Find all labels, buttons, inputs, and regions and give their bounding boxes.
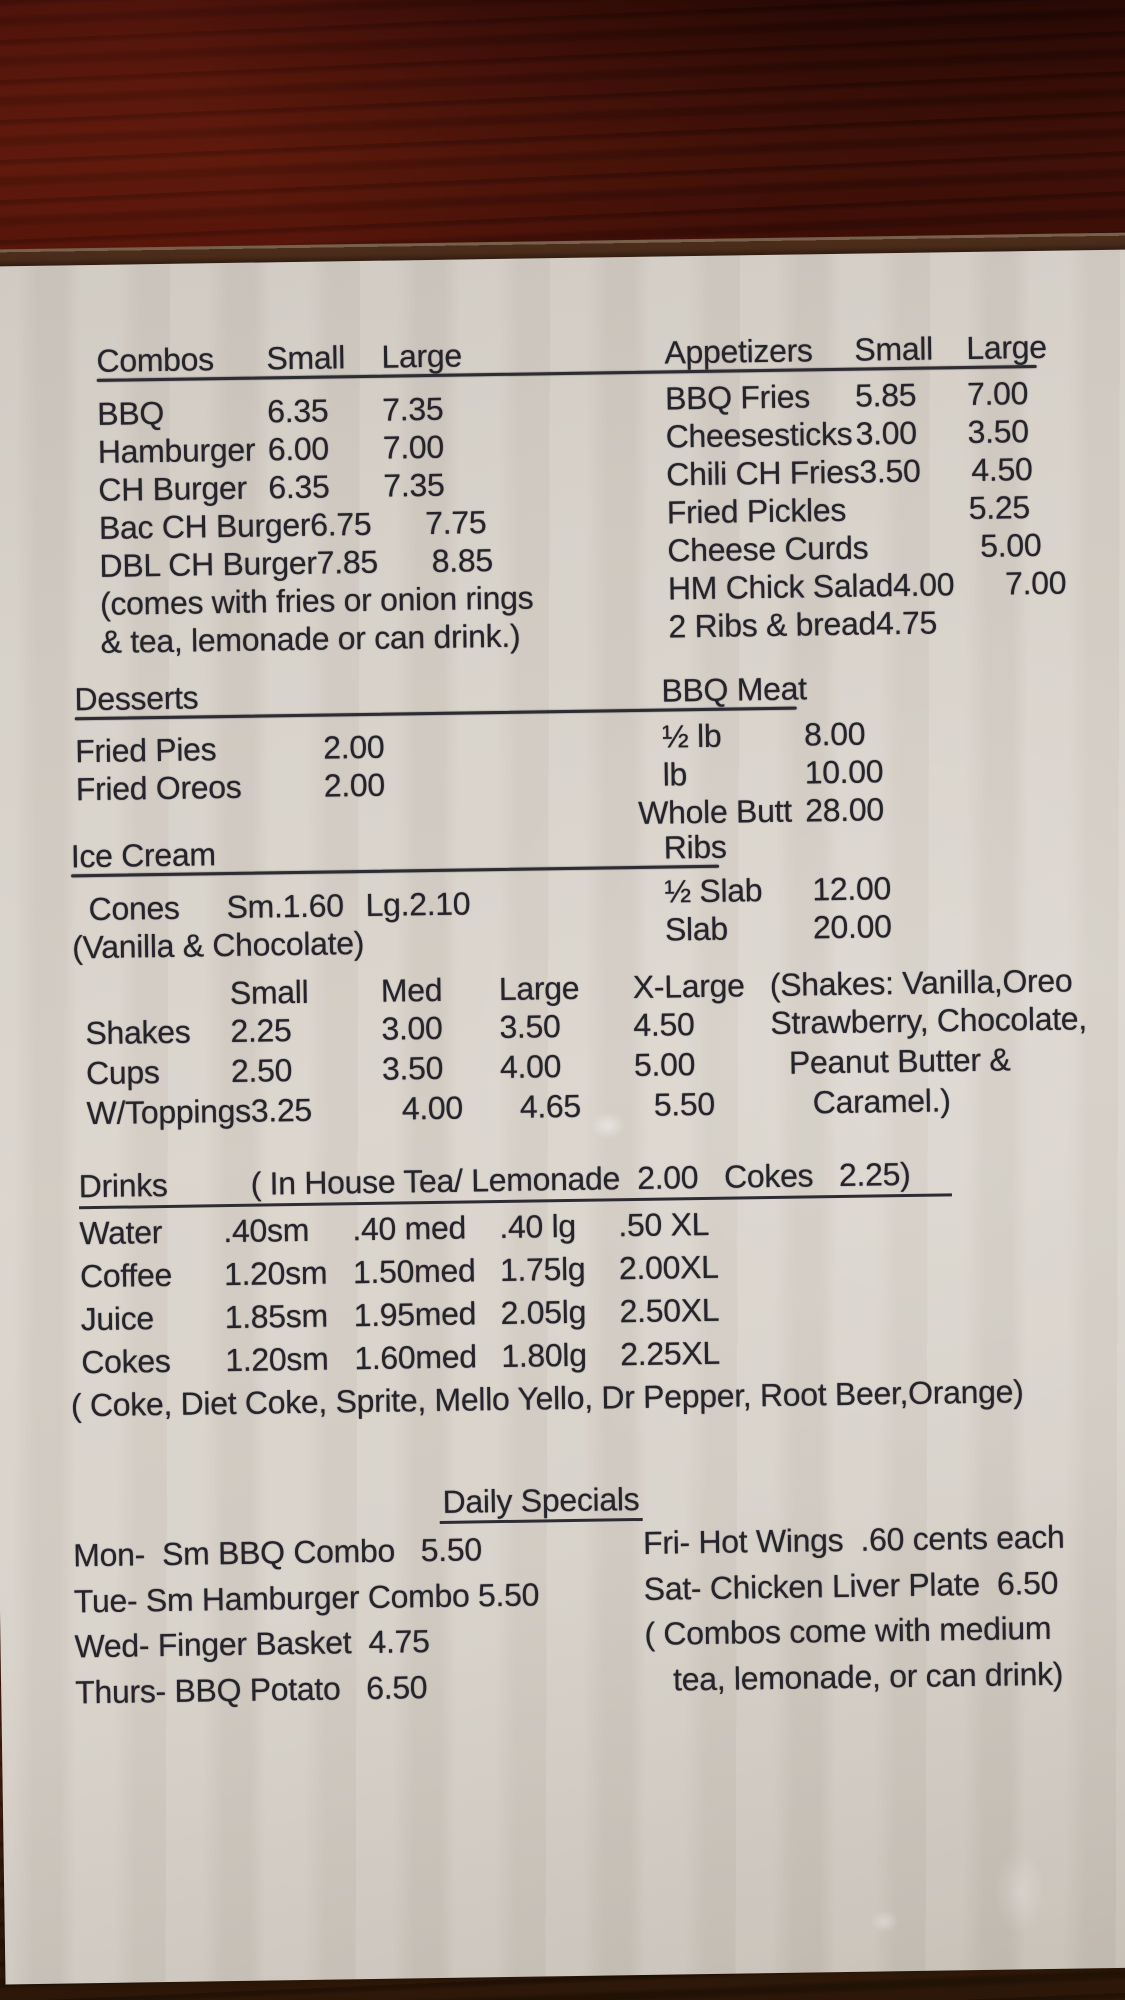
menu-item-row [98, 465, 532, 509]
item-price-large: 7.75 [424, 504, 487, 542]
item-name: BBQ [96, 394, 165, 432]
section-title: Desserts [74, 679, 199, 718]
price-xlarge: 2.00XL [618, 1248, 719, 1287]
item-name: 2 Ribs & bread [668, 605, 877, 645]
menu-paper [0, 249, 1125, 1984]
item-name: DBL CH Burger [99, 544, 317, 584]
column-header-xlarge: X-Large [632, 967, 745, 1006]
price-med: 4.00 [401, 1089, 464, 1127]
special-note: tea, lemonade, or can drink) [672, 1655, 1064, 1698]
ice-cream-note: (Vanilla & Chocolate) [71, 925, 365, 966]
daily-specials-left [73, 1531, 541, 1720]
price-large: 3.50 [499, 1008, 561, 1046]
price-large: 4.65 [519, 1087, 582, 1125]
price-med: 3.00 [381, 1009, 443, 1047]
price-large: 2.05lg [500, 1293, 587, 1332]
menu-content [0, 249, 1125, 1984]
column-header-small: Small [854, 330, 934, 368]
item-name: HM Chick Salad [667, 567, 894, 607]
flavors-note: Strawberry, Chocolate, [770, 1000, 1088, 1041]
item-name: Juice [80, 1300, 155, 1338]
drinks-header [78, 1155, 952, 1209]
special-item: Fri- Hot Wings .60 cents each [642, 1518, 1065, 1561]
item-name: CH Burger [98, 469, 248, 508]
appetizers-header [664, 329, 1063, 373]
column-header-small: Small [266, 339, 346, 377]
price-med: 3.50 [381, 1049, 444, 1087]
price-small: 1.85sm [224, 1297, 329, 1336]
section-title: Ribs [663, 828, 727, 866]
section-title: BBQ Meat [661, 670, 807, 709]
item-price-large: 5.25 [968, 489, 1031, 526]
price-large: .40 lg [499, 1207, 577, 1246]
column-header-large: Large [498, 969, 580, 1008]
menu-item-row [662, 753, 883, 794]
combos-header [96, 336, 530, 380]
item-name: Cheesesticks [665, 415, 853, 455]
section-appetizers [664, 329, 1067, 647]
flavors-note: Caramel.) [812, 1082, 951, 1121]
section-title: Combos [96, 341, 215, 379]
item-price-small: 3.50 [859, 452, 921, 490]
item-name: Whole Butt [637, 792, 793, 831]
item-price-large: 7.00 [966, 375, 1029, 413]
item-name: Cones [88, 889, 180, 928]
item-name: ½ Slab [664, 872, 763, 910]
item-name: Fried Pickles [666, 491, 847, 531]
daily-specials-right [643, 1519, 1067, 1707]
item-price-large: 5.00 [980, 526, 1042, 564]
header-spacer [85, 975, 230, 977]
section-title: Appetizers [664, 332, 813, 371]
drinks-header-note: ( In House Tea/ Lemonade 2.00 Cokes 2.25) [250, 1155, 911, 1202]
item-price-large: Lg.2.10 [365, 885, 471, 923]
price-med: 1.50med [352, 1252, 476, 1291]
price-xlarge: 2.25XL [620, 1334, 721, 1373]
menu-item-row [668, 603, 1067, 647]
menu-item-row [665, 375, 1064, 419]
price-small: .40sm [223, 1211, 310, 1250]
menu-item-row [665, 413, 1064, 457]
item-price-small: 6.35 [266, 392, 329, 430]
menu-item-row [664, 870, 891, 911]
section-title: Daily Specials [439, 1481, 642, 1524]
item-price-small: 3.00 [855, 414, 917, 452]
item-name: Bac CH Burger [98, 506, 311, 546]
combos-note: (comes with fries or onion rings [99, 579, 534, 622]
item-name: Slab [664, 910, 729, 948]
item-price-small: 6.75 [309, 505, 372, 543]
item-price-small: 6.00 [267, 430, 330, 468]
price-xlarge: 4.50 [633, 1006, 695, 1044]
menu-item-row [76, 767, 386, 810]
item-price: 12.00 [812, 870, 892, 908]
item-name: Hamburger [97, 431, 256, 470]
combos-note: & tea, lemonade or can drink.) [100, 617, 521, 660]
section-ribs [663, 826, 891, 949]
item-name: Fried Pies [74, 731, 217, 770]
menu-item-row [88, 885, 470, 929]
item-price-large: 8.85 [431, 542, 494, 579]
item-price-large: 7.00 [1004, 564, 1067, 602]
price-small: 2.50 [230, 1052, 293, 1090]
item-name: lb [662, 756, 688, 793]
menu-item-row [98, 427, 532, 471]
item-price-small: 6.35 [268, 468, 330, 506]
item-name: Cups [85, 1054, 160, 1092]
item-price-small: 7.85 [316, 543, 379, 581]
price-small: 3.25 [250, 1091, 313, 1129]
section-title: Ice Cream [70, 836, 216, 875]
item-price: 28.00 [804, 791, 885, 829]
item-name: Fried Oreos [75, 768, 242, 808]
price-xlarge: 5.00 [633, 1046, 696, 1084]
item-price-large: 7.35 [381, 390, 444, 428]
price-xlarge: 2.50XL [619, 1291, 720, 1330]
section-title: Drinks [78, 1166, 168, 1205]
item-price-small: 5.85 [854, 376, 917, 414]
item-price-small: Sm.1.60 [226, 887, 344, 926]
section-desserts [74, 677, 385, 810]
menu-item-row [75, 729, 385, 772]
price-xlarge: .50 XL [618, 1205, 710, 1244]
item-name: Coffee [79, 1256, 173, 1295]
section-bbq-meat [637, 669, 885, 832]
item-name: Water [79, 1214, 163, 1252]
price-small: 2.25 [230, 1012, 292, 1050]
price-large: 1.80lg [501, 1336, 587, 1375]
price-small: 1.20sm [225, 1340, 329, 1379]
item-price-large: 4.50 [971, 451, 1033, 488]
item-price-large: 7.00 [382, 428, 445, 466]
menu-item-row [665, 908, 892, 949]
item-price: 2.00 [323, 766, 386, 804]
price-med: 1.95med [353, 1295, 477, 1334]
flavors-note: (Shakes: Vanilla,Oreo [769, 962, 1073, 1004]
menu-item-row [666, 451, 1065, 495]
menu-item-row [662, 715, 883, 756]
item-price-small: 4.75 [875, 604, 938, 642]
section-ice-cream [71, 832, 472, 967]
price-small: 1.20sm [223, 1254, 328, 1293]
item-name: BBQ Fries [664, 378, 811, 417]
item-name: Cokes [81, 1342, 171, 1381]
item-price: 10.00 [804, 753, 884, 791]
price-large: 1.75lg [499, 1250, 586, 1289]
item-name: Cheese Curds [667, 529, 869, 569]
price-xlarge: 5.50 [653, 1085, 716, 1123]
column-header-large: Large [381, 337, 463, 375]
special-item: Sat- Chicken Liver Plate 6.50 [643, 1564, 1059, 1607]
price-large: 4.00 [499, 1048, 562, 1086]
special-item: Tue- Sm Hamburger Combo 5.50 [73, 1575, 540, 1619]
section-sizes-table [85, 962, 1089, 1135]
item-name: W/Toppings [86, 1092, 252, 1132]
menu-item-row [99, 503, 533, 547]
item-price: 20.00 [812, 908, 892, 946]
column-header-small: Small [229, 973, 309, 1012]
price-med: 1.60med [354, 1338, 477, 1377]
column-header-large: Large [966, 328, 1047, 367]
special-item: Thurs- BBQ Potato 6.50 [74, 1668, 428, 1710]
section-drinks [70, 1154, 1024, 1425]
item-name: ½ lb [661, 717, 722, 755]
flavors-note: Peanut Butter & [788, 1041, 1011, 1081]
menu-item-row [99, 541, 533, 585]
price-med: .40 med [352, 1209, 467, 1248]
special-item: Mon- Sm BBQ Combo 5.50 [72, 1531, 483, 1574]
item-name: Chili CH Fries [665, 453, 860, 493]
item-name: Shakes [85, 1013, 191, 1052]
menu-item-row [667, 527, 1066, 571]
column-header-med: Med [380, 971, 443, 1009]
special-note: ( Combos come with medium [644, 1609, 1052, 1652]
menu-item-row [668, 565, 1067, 609]
item-price-large: 7.35 [383, 466, 445, 504]
item-price: 2.00 [322, 728, 385, 766]
section-combos [96, 336, 534, 661]
item-price-large: 3.50 [967, 413, 1029, 451]
menu-item-row [97, 389, 531, 433]
item-price-small: 4.00 [892, 566, 955, 604]
special-item: Wed- Finger Basket 4.75 [74, 1623, 430, 1665]
item-price: 8.00 [803, 715, 866, 753]
menu-item-row [667, 489, 1066, 533]
drinks-note: ( Coke, Diet Coke, Sprite, Mello Yello, Dr Pepper, Root Beer,Orange) [70, 1373, 1024, 1424]
